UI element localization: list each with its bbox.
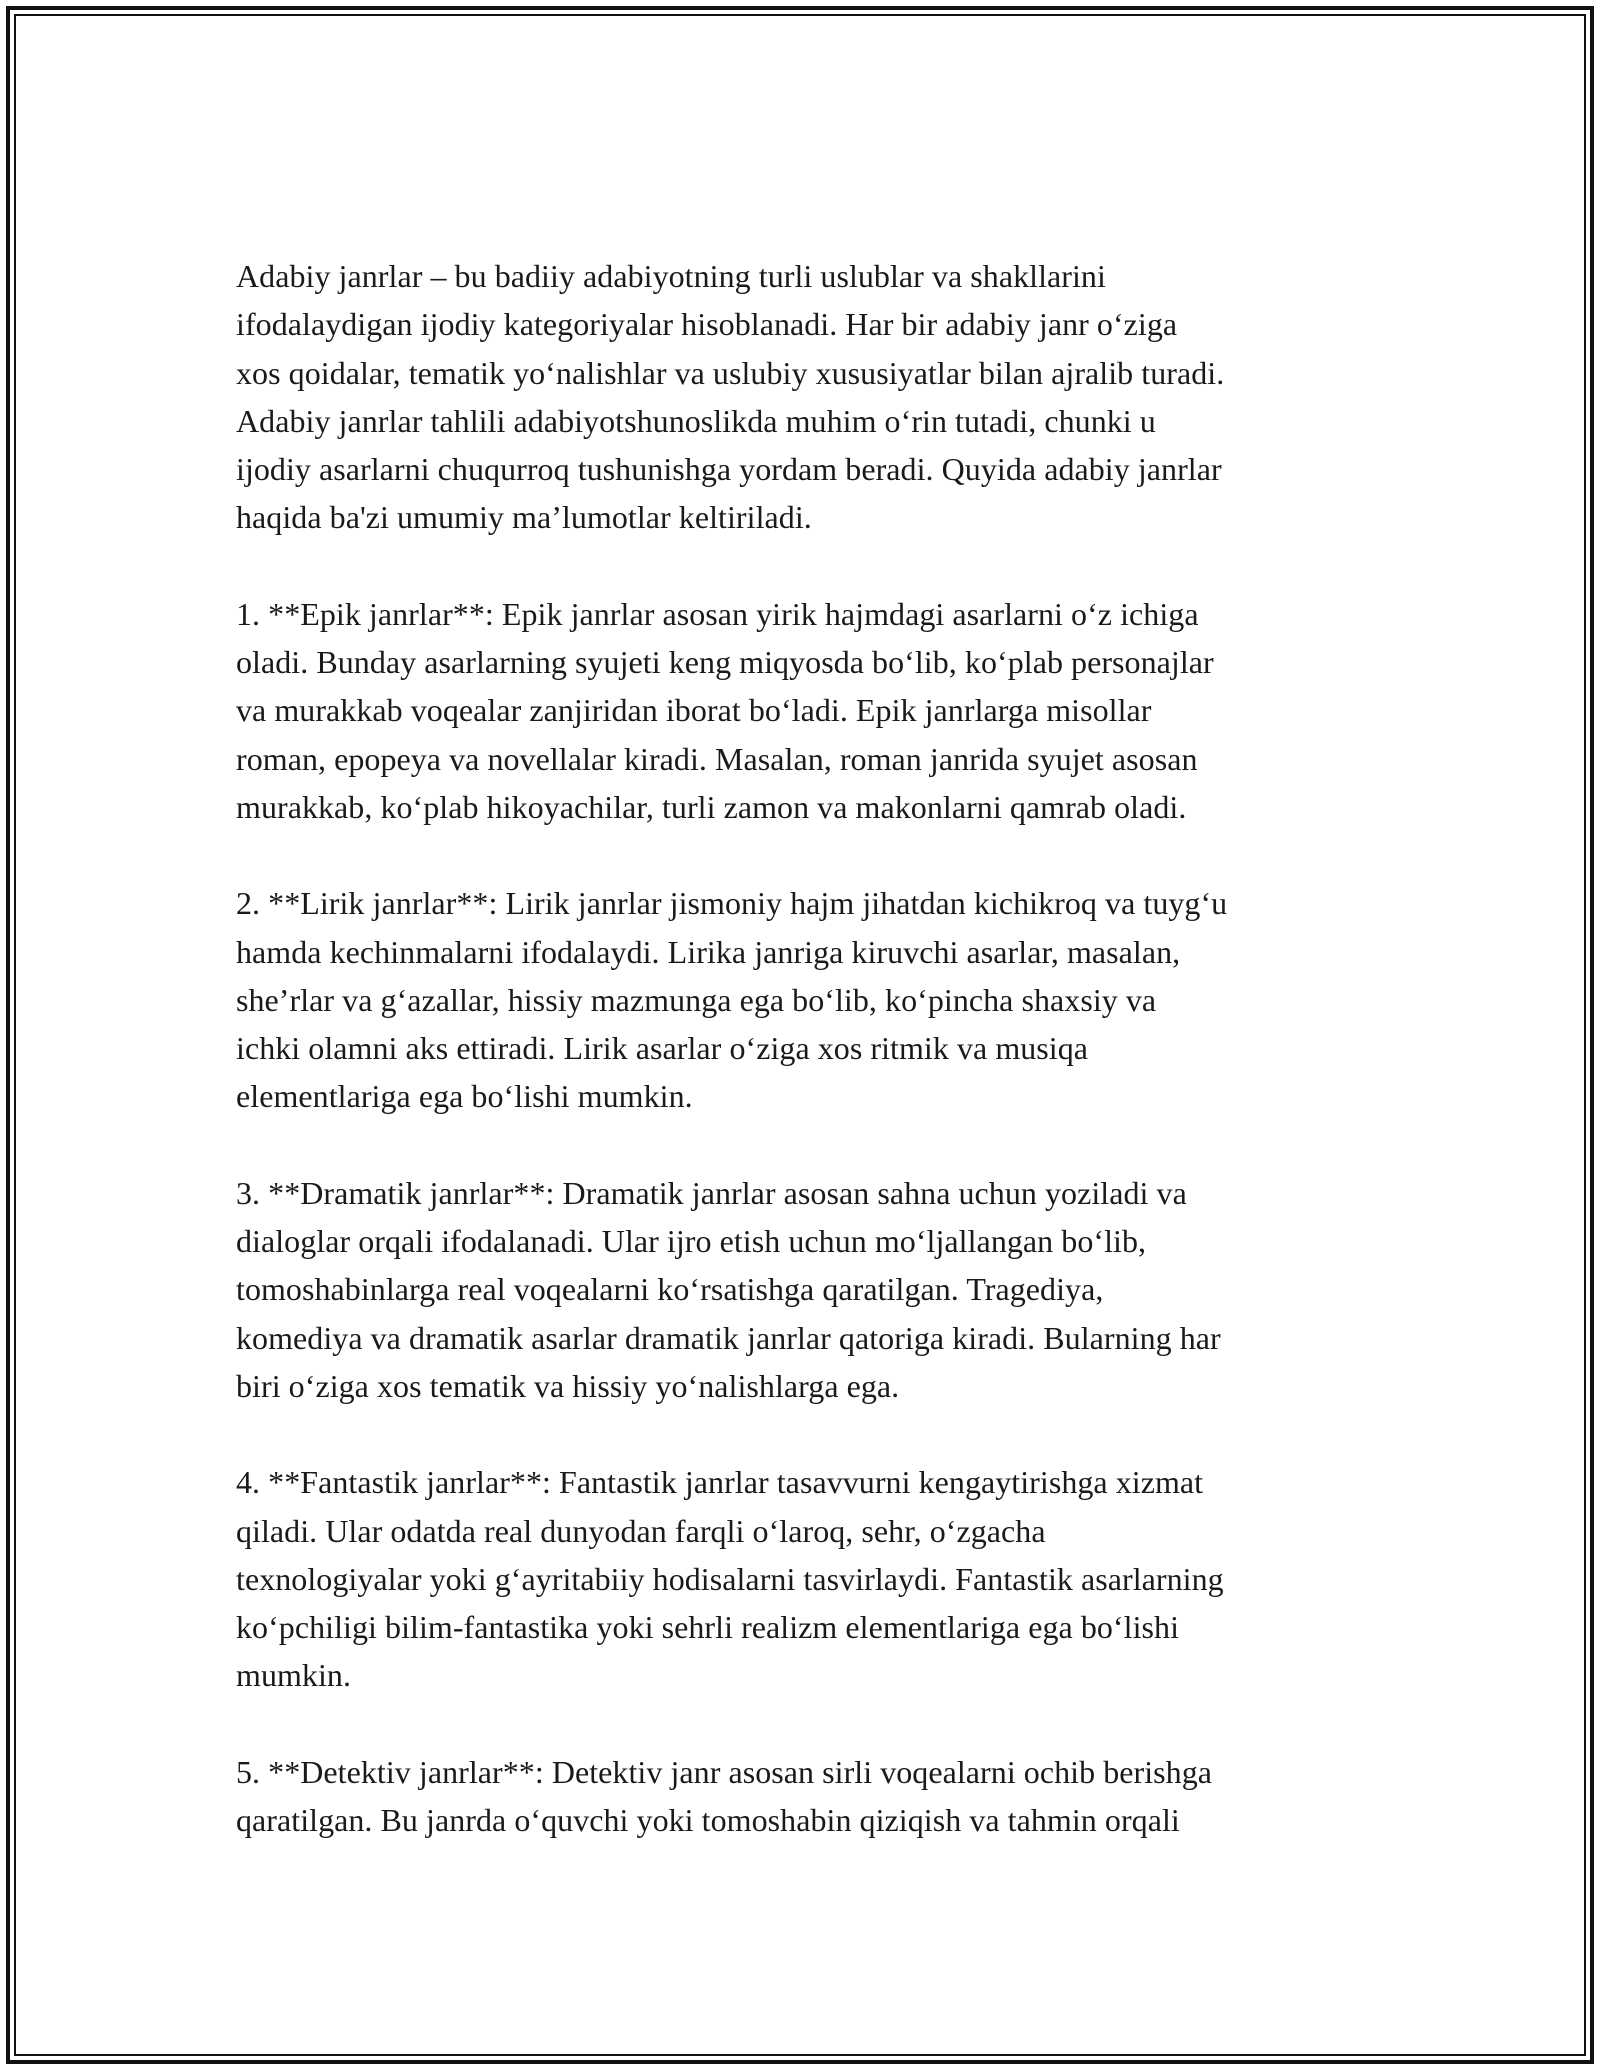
- lyric-genres-paragraph: [236, 879, 1376, 1120]
- text-line: ichki olamni aks ettiradi. Lirik asarlar o‘ziga xos ritmik va musiqa: [236, 1030, 1089, 1067]
- text-line: 2. **Lirik janrlar**: Lirik janrlar jismoniy hajm jihatdan kichikroq va tuyg‘u: [236, 885, 1228, 922]
- intro-paragraph: [236, 252, 1376, 542]
- text-line: oladi. Bunday asarlarning syujeti keng miqyosda bo‘lib, ko‘plab personajlar: [236, 644, 1214, 681]
- document-body: [236, 252, 1376, 1892]
- text-line: 1. **Epik janrlar**: Epik janrlar asosan yirik hajmdagi asarlarni o‘z ichiga: [236, 595, 1199, 632]
- text-line: ijodiy asarlarni chuqurroq tushunishga yordam beradi. Quyida adabiy janrlar: [236, 451, 1222, 488]
- fantasy-genres-paragraph: [236, 1458, 1376, 1699]
- text-line: 5. **Detektiv janrlar**: Detektiv janr asosan sirli voqealarni ochib berishga: [236, 1753, 1213, 1790]
- text-line: va murakkab voqealar zanjiridan iborat bo‘ladi. Epik janrlarga misollar: [236, 692, 1152, 729]
- text-line: 4. **Fantastik janrlar**: Fantastik janrlar tasavvurni kengaytirishga xizmat: [236, 1464, 1204, 1501]
- text-line: Adabiy janrlar – bu badiiy adabiyotning turli uslublar va shakllarini: [236, 258, 1106, 294]
- text-line: komediya va dramatik asarlar dramatik janrlar qatoriga kiradi. Bularning har: [236, 1319, 1221, 1356]
- dramatic-genres-paragraph: [236, 1169, 1376, 1410]
- text-line: ko‘pchiligi bilim-fantastika yoki sehrli realizm elementlariga ega bo‘lishi: [236, 1609, 1180, 1646]
- text-line: roman, epopeya va novellalar kiradi. Masalan, roman janrida syujet asosan: [236, 740, 1198, 777]
- text-line: dialoglar orqali ifodalanadi. Ular ijro etish uchun mo‘ljallangan bo‘lib,: [236, 1223, 1147, 1260]
- text-line: hamda kechinmalarni ifodalaydi. Lirika janriga kiruvchi asarlar, masalan,: [236, 933, 1181, 970]
- text-line: elementlariga ega bo‘lishi mumkin.: [236, 1078, 693, 1115]
- text-line: Adabiy janrlar tahlili adabiyotshunoslikda muhim o‘rin tutadi, chunki u: [236, 402, 1156, 439]
- text-line: texnologiyalar yoki g‘ayritabiiy hodisalarni tasvirlaydi. Fantastik asarlarning: [236, 1560, 1224, 1597]
- text-line: xos qoidalar, tematik yo‘nalishlar va uslubiy xususiyatlar bilan ajralib turadi.: [236, 354, 1225, 391]
- text-line: biri o‘ziga xos tematik va hissiy yo‘nalishlarga ega.: [236, 1367, 900, 1404]
- text-line: mumkin.: [236, 1657, 352, 1694]
- epic-genres-paragraph: [236, 590, 1376, 831]
- text-line: qaratilgan. Bu janrda o‘quvchi yoki tomoshabin qiziqish va tahmin orqali: [236, 1802, 1180, 1839]
- text-line: ifodalaydigan ijodiy kategoriyalar hisoblanadi. Har bir adabiy janr o‘ziga: [236, 306, 1178, 343]
- text-line: she’rlar va g‘azallar, hissiy mazmunga ega bo‘lib, ko‘pincha shaxsiy va: [236, 981, 1157, 1018]
- text-line: qiladi. Ular odatda real dunyodan farqli o‘laroq, sehr, o‘zgacha: [236, 1512, 1046, 1549]
- text-line: murakkab, ko‘plab hikoyachilar, turli zamon va makonlarni qamrab oladi.: [236, 788, 1187, 825]
- text-line: haqida ba'zi umumiy ma’lumotlar keltiriladi.: [236, 499, 812, 536]
- detective-genres-paragraph: [236, 1748, 1376, 1845]
- text-line: tomoshabinlarga real voqealarni ko‘rsatishga qaratilgan. Tragediya,: [236, 1271, 1104, 1308]
- text-line: 3. **Dramatik janrlar**: Dramatik janrlar asosan sahna uchun yoziladi va: [236, 1174, 1187, 1211]
